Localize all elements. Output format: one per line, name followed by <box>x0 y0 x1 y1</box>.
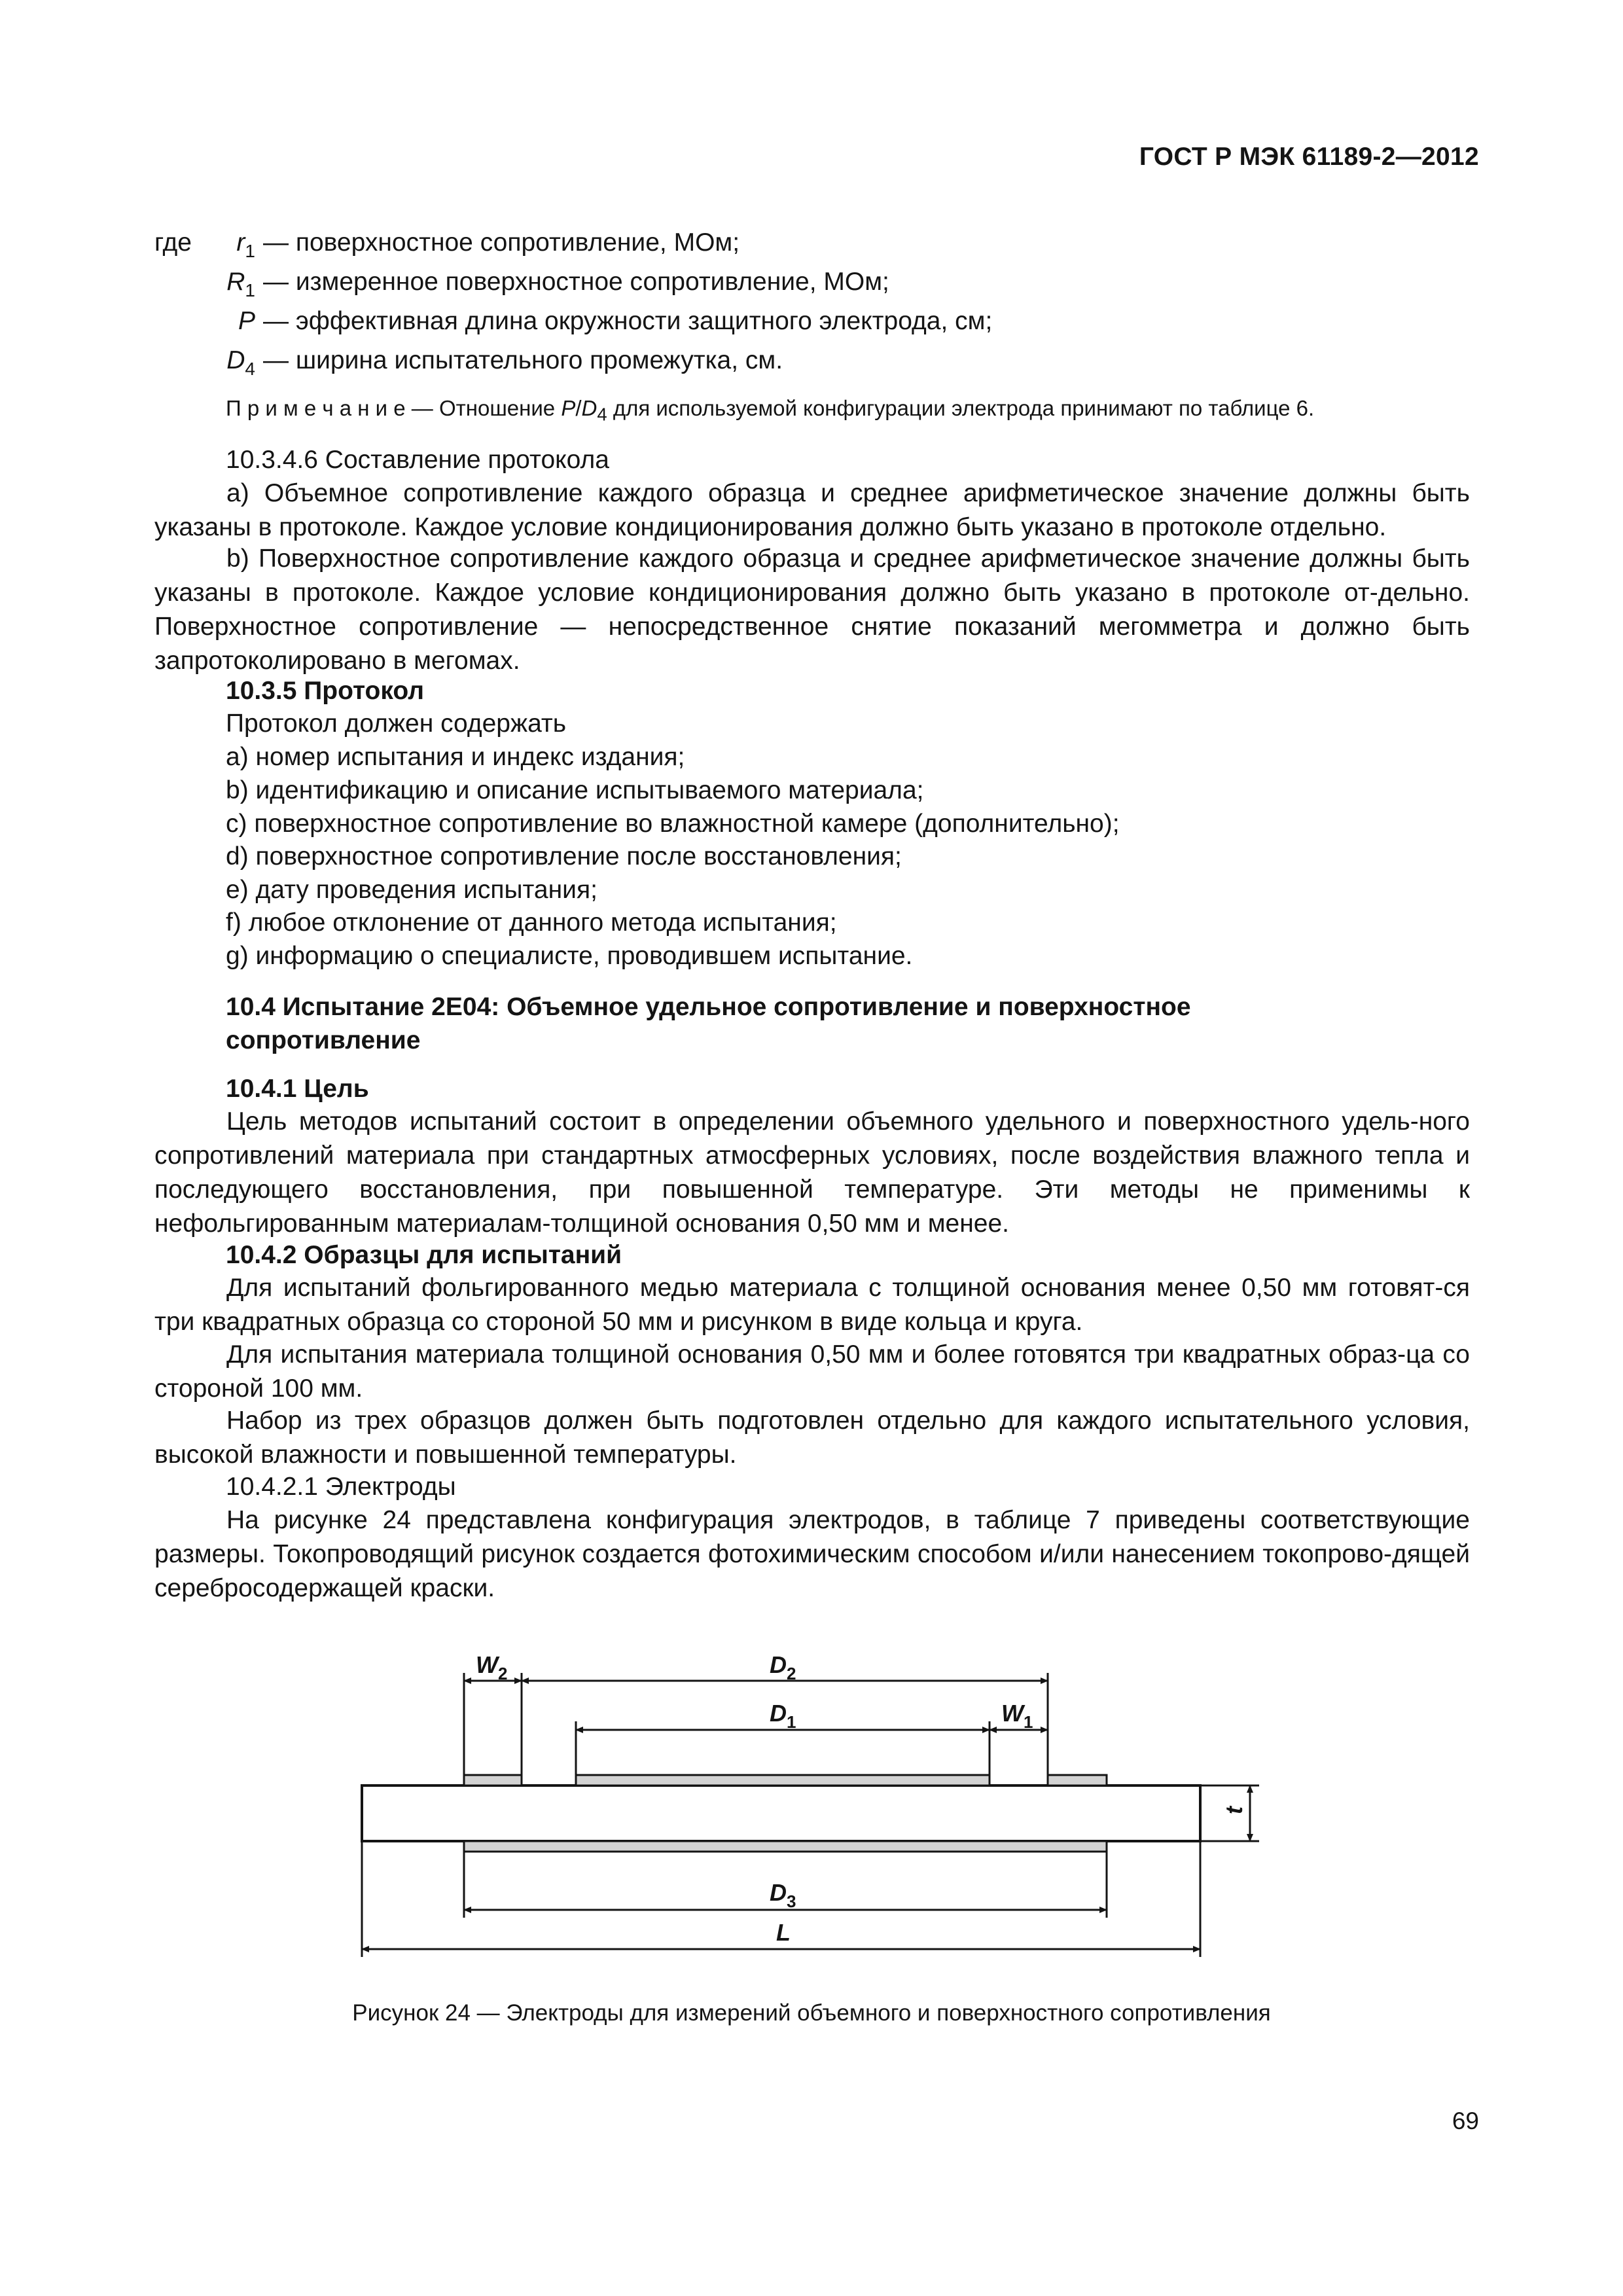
label-t: t <box>1221 1806 1247 1814</box>
symbol-r1: $r_1$ <box>236 228 255 261</box>
note-label: П р и м е ч а н и е <box>226 396 406 420</box>
guard-electrode-right <box>1048 1775 1107 1785</box>
report-item: а) номер испытания и индекс издания; <box>226 743 685 771</box>
paragraph-10-3-4-6-a: а) Объемное сопротивление каждого образца и среднее арифметическое значение должны быть указаны в протоколе. Каждое условие кондиционирования должно быть указано в протоколе отдельно. <box>154 479 1470 541</box>
figure-caption: Рисунок 24 — Электроды для измерений объемного и поверхностного сопротивления <box>352 2000 1271 2026</box>
note-text: для используемой конфигурации электрода принимают по таблице 6. <box>607 396 1315 420</box>
definition-text: — поверхностное сопротивление, МОм; <box>263 228 740 257</box>
where-label: где <box>154 228 192 257</box>
heading-10-3-5: 10.3.5 Протокол <box>226 677 425 705</box>
note-symbol: / <box>575 396 582 420</box>
paragraph-10-4-1: Цель методов испытаний состоит в определении объемного удельного и поверхностного удель-ного сопротивлений материала при стандартных атмосферных условиях, после воздействия влажного тепла и последующего восстановления, при повышенной температуре. Эти методы не применимы к нефольгированным материалам-толщиной основания 0,50 мм и менее. <box>154 1107 1470 1238</box>
substrate <box>362 1785 1200 1841</box>
guard-electrode-left <box>464 1775 522 1785</box>
note-symbol: D <box>581 396 597 420</box>
report-intro: Протокол должен содержать <box>226 709 567 738</box>
definition-text: — измеренное поверхностное сопротивление, МОм; <box>263 268 889 296</box>
note-subscript: 4 <box>597 404 607 425</box>
definition-text: — ширина испытательного промежутка, см. <box>263 346 783 374</box>
label-w1: $W_1$ <box>1001 1700 1033 1732</box>
heading-10-4-2-1: 10.4.2.1 Электроды <box>226 1473 456 1501</box>
label-w2: $W_2$ <box>476 1651 508 1683</box>
heading-10-4-line1: 10.4 Испытание 2Е04: Объемное удельное сопротивление и поверхностное <box>226 993 1191 1021</box>
bottom-electrode <box>464 1841 1107 1852</box>
measuring-electrode <box>576 1775 990 1785</box>
report-item: g) информацию о специалисте, проводившем испытание. <box>226 942 913 970</box>
note-text: — Отношение <box>405 396 562 420</box>
paragraph-10-4-2-1: Для испытаний фольгированного медью материала с толщиной основания менее 0,50 мм готовят-ся три квадратных образца со стороной 50 мм и рисунком в виде кольца и круга. <box>154 1274 1470 1336</box>
label-d2: $D_2$ <box>770 1651 796 1683</box>
heading-10-3-4-6: 10.3.4.6 Составление протокола <box>226 446 609 474</box>
label-d3: $D_3$ <box>770 1879 796 1911</box>
symbol-R1: $R_1$ <box>226 268 255 300</box>
page-number: 69 <box>1452 2108 1479 2134</box>
heading-10-4-2: 10.4.2 Образцы для испытаний <box>226 1241 622 1269</box>
paragraph-10-4-2-2: Для испытания материала толщиной основания 0,50 мм и более готовятся три квадратных образ-ца со стороной 100 мм. <box>154 1340 1470 1403</box>
heading-10-4-line2: сопротивление <box>226 1026 421 1054</box>
report-item: е) дату проведения испытания; <box>226 876 597 904</box>
symbol-P: P <box>238 307 255 335</box>
report-item: с) поверхностное сопротивление во влажностной камере (дополнительно); <box>226 810 1120 838</box>
symbol-D4: $D_4$ <box>226 346 255 379</box>
paragraph-10-3-4-6-b: b) Поверхностное сопротивление каждого образца и среднее арифметическое значение должны быть указаны в протоколе. Каждое условие кондиционирования должно быть указано в протоколе от-дельно. Поверхностное сопротивление — непосредственное снятие показаний мегомметра и должно быть запротоколировано в мегомах. <box>154 545 1470 675</box>
label-d1: $D_1$ <box>770 1700 796 1732</box>
paragraph-10-4-2-3: Набор из трех образцов должен быть подготовлен отдельно для каждого испытательного условия, высокой влажности и повышенной температуры. <box>154 1407 1470 1469</box>
report-item: f) любое отклонение от данного метода испытания; <box>226 908 837 937</box>
heading-10-4-1: 10.4.1 Цель <box>226 1075 369 1103</box>
report-item: b) идентификацию и описание испытываемого материала; <box>226 776 924 804</box>
document-id-header: ГОСТ Р МЭК 61189-2—2012 <box>1139 143 1479 171</box>
note-symbol: P <box>561 396 576 420</box>
report-item: d) поверхностное сопротивление после восстановления; <box>226 842 902 870</box>
definition-text: — эффективная длина окружности защитного электрода, см; <box>263 307 993 335</box>
label-l: L <box>776 1919 791 1946</box>
paragraph-10-4-2-1: На рисунке 24 представлена конфигурация электродов, в таблице 7 приведены соответствующие размеры. Токопроводящий рисунок создается фотохимическим способом и/или нанесением токопрово-дящей серебросодержащей краски. <box>154 1506 1470 1602</box>
